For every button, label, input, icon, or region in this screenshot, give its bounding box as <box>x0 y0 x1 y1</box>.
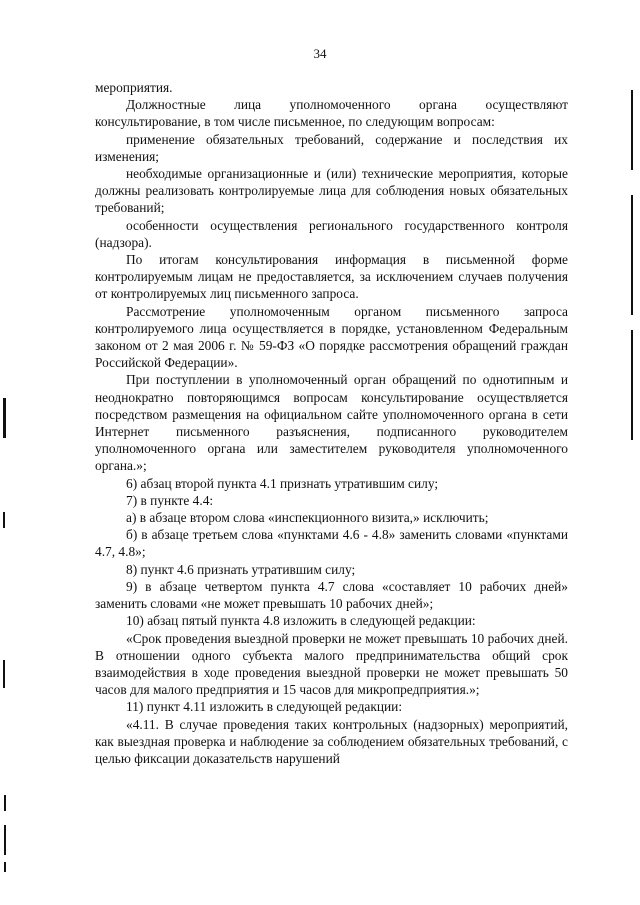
paragraph: 11) пункт 4.11 изложить в следующей редакции: <box>126 699 403 715</box>
paragraph: б) в абзаце третьем слова «пунктами 4.6 - 4.8» заменить словами «пунктами 4.7, 4.8»; <box>95 527 568 560</box>
scan-edge-mark <box>4 825 6 855</box>
paragraph: При поступлении в уполномоченный орган обращений по однотипным и неоднократно повторяющимся вопросам консультирование осуществляется посредством размещения на официальном сайте уполномоченного органа в сети Интернет письменного разъяснения, подписанного руководителем уполномоченного органа или заместителем руководителя уполномоченного органа.»; <box>95 372 568 474</box>
scan-edge-mark <box>4 862 6 872</box>
paragraph: «4.11. В случае проведения таких контрольных (надзорных) мероприятий, как выездная проверка и наблюдение за соблюдением обязательных требований, с целью фиксации доказательств нарушений <box>95 716 568 766</box>
paragraph: особенности осуществления регионального государственного контроля (надзора). <box>95 217 568 250</box>
paragraph: 10) абзац пятый пункта 4.8 изложить в следующей редакции: <box>126 613 476 629</box>
page-number: 34 <box>313 46 327 61</box>
paragraph: 8) пункт 4.6 признать утратившим силу; <box>126 561 356 577</box>
paragraph: мероприятия. <box>95 80 173 95</box>
scan-edge-mark <box>631 90 633 170</box>
scan-edge-mark <box>3 660 5 688</box>
scan-edge-mark <box>3 398 6 438</box>
paragraph: а) в абзаце втором слова «инспекционного визита,» исключить; <box>126 510 489 526</box>
paragraph: «Срок проведения выездной проверки не может превышать 10 рабочих дней. В отношении одного субъекта малого предпринимательства общий срок взаимодействия в ходе проведения выездной проверки не может превышать 50 часов для малого предприятия и 15 часов для микропредприятия.»; <box>95 630 568 698</box>
document-body <box>95 79 568 767</box>
paragraph: Должностные лица уполномоченного органа осуществляют консультирование, в том числе письменное, по следующим вопросам: <box>95 97 568 130</box>
scan-edge-mark <box>4 795 6 811</box>
scan-edge-mark <box>631 330 633 440</box>
paragraph: По итогам консультирования информация в письменной форме контролируемым лицам не предоставляется, за исключением случаев получения от контролируемых лиц письменного запроса. <box>95 252 568 302</box>
paragraph: 9) в абзаце четвертом пункта 4.7 слова «составляет 10 рабочих дней» заменить словами «не может превышать 10 рабочих дней»; <box>95 578 568 612</box>
paragraph: 6) абзац второй пункта 4.1 признать утратившим силу; <box>126 475 439 491</box>
paragraph: 7) в пункте 4.4: <box>126 492 214 508</box>
paragraph: Рассмотрение уполномоченным органом письменного запроса контролируемого лица осуществляется в порядке, установленном Федеральным законом от 2 мая 2006 г. № 59-ФЗ «О порядке рассмотрения обращений граждан Российской Федерации». <box>95 303 568 371</box>
scan-edge-mark <box>631 195 633 315</box>
paragraph: необходимые организационные и (или) технические мероприятия, которые должны реализовать контролируемые лица для соблюдения новых обязательных требований; <box>95 166 568 216</box>
scan-edge-mark <box>3 512 5 528</box>
paragraph: применение обязательных требований, содержание и последствия их изменения; <box>95 131 568 164</box>
